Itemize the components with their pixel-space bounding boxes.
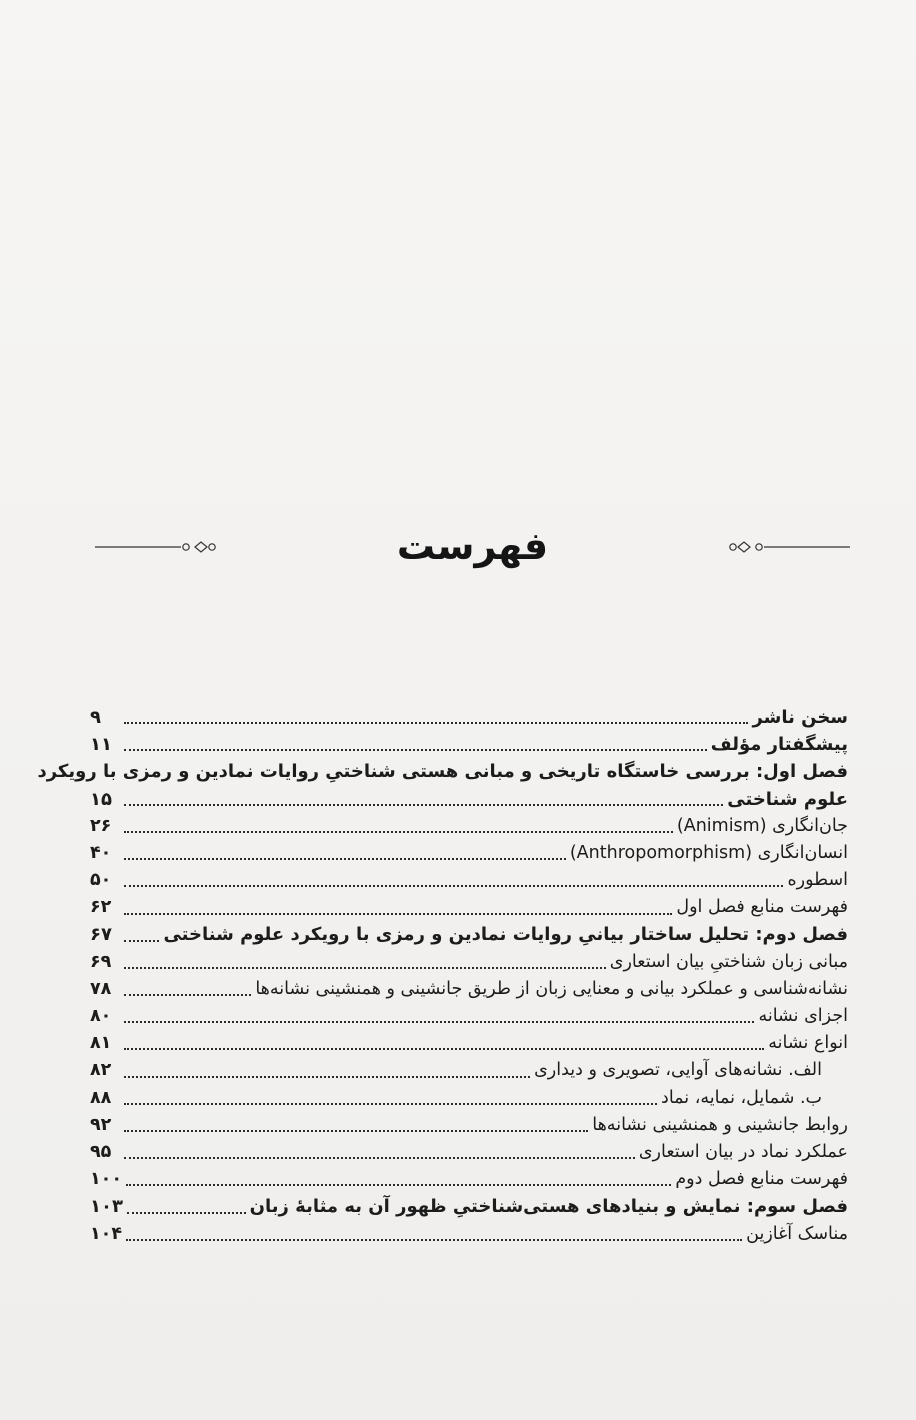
toc-page-number: ۲۶ [90,815,112,836]
toc-entry-title: انواع نشانه [768,1033,848,1054]
toc-entry [90,1193,848,1220]
toc-entry [90,976,848,1003]
dot-leader [126,1221,742,1248]
toc-page-number: ۸۸ [90,1087,112,1108]
toc-entry [90,867,848,894]
toc-page-number: ۱۰۰ [90,1169,123,1190]
toc-entry-title: جان‌انگاری (Animism) [676,815,848,836]
toc-page-number: ۶۹ [90,951,112,972]
dot-leader [124,922,159,949]
toc-entry-title: علوم شناختی [727,788,848,810]
toc-entry-title: انسان‌انگاری (Anthropomorphism) [569,842,848,863]
toc-page-number: ۱۱ [90,734,112,756]
toc-page-number: ۸۱ [90,1033,112,1054]
dot-leader [124,1030,764,1057]
toc-page-number: ۹۵ [90,1141,112,1162]
toc-entry [90,1030,848,1057]
toc-entry [90,1085,848,1112]
dot-leader [124,731,707,758]
toc-entry-title: مبانی زبان شناختیِ بیان استعاری [609,951,848,972]
toc-entry-title: الف. نشانه‌های آوایی، تصویری و دیداری [534,1060,822,1081]
toc-entry-title: فصل سوم: نمایش و بنیادهای هستی‌شناختیِ ظهور آن به مثابهٔ زبان [249,1196,848,1218]
toc-entry [90,949,848,976]
toc-entry [90,731,848,758]
toc-page-number: ۱۰۴ [90,1223,123,1244]
toc-entry-title: اجزای نشانه [758,1006,848,1027]
dot-leader [124,1057,530,1084]
toc-entry-title: مناسک آغازین [746,1223,848,1244]
toc-entry [90,1112,848,1139]
toc-entry-title: فصل دوم: تحلیل ساختار بیانیِ روایات نمادین و رمزی با رویکرد علوم شناختی [163,924,848,946]
dot-leader [124,867,783,894]
toc-page-number: ۸۰ [90,1006,112,1027]
toc-entry [90,1003,848,1030]
dot-leader [124,1003,754,1030]
toc-entry [90,894,848,921]
toc-entry [90,786,848,813]
toc-page-number: ۱۵ [90,788,112,810]
toc-entry-title: عملکرد نماد در بیان استعاری [638,1141,848,1162]
dot-leader [124,1139,635,1166]
toc-entry-title: فصل اول: بررسی خاستگاه تاریخی و مبانی هستی شناختیِ روایات نمادین و رمزی با رویکرد [37,761,848,783]
dot-leader [124,976,251,1003]
toc-entry-title: پیشگفتار مؤلف [710,734,848,756]
toc-entry-title: سخن ناشر [752,706,848,728]
dot-leader [124,813,673,840]
dot-leader [124,949,606,976]
toc-page-number: ۹۲ [90,1114,112,1135]
toc-entry [37,758,848,785]
toc-page-number: ۵۰ [90,870,112,891]
toc-entry-title: اسطوره [787,870,848,891]
toc-entry [90,840,848,867]
toc-page-number: ۶۷ [90,924,112,946]
toc-entry-title: روابط جانشینی و همنشینی نشانه‌ها [592,1114,848,1135]
toc-entry [90,922,848,949]
toc-page-number: ۱۰۳ [90,1196,123,1218]
dot-leader [124,704,748,731]
toc-page-number: ۴۰ [90,842,112,863]
toc-entry-title: نشانه‌شناسی و عملکرد بیانی و معنایی زبان از طریق جانشینی و همنشینی نشانه‌ها [255,978,848,999]
toc-entry [90,1057,848,1084]
toc-entry-title: فهرست منابع فصل اول [676,897,848,918]
toc-page-number: ۸۲ [90,1060,112,1081]
dot-leader [124,894,672,921]
toc-page-number: ۷۸ [90,978,112,999]
toc-entry [90,704,848,731]
dot-leader [126,1166,671,1193]
dot-leader [124,1085,657,1112]
toc-page-number: ۶۲ [90,897,112,918]
toc-entry-title: ب. شمایل، نمایه، نماد [661,1087,822,1108]
toc-entry [90,1139,848,1166]
dot-leader [124,840,566,867]
title-row [95,518,850,574]
toc-entry [90,813,848,840]
toc-entry [90,1221,848,1248]
dot-leader [127,1193,246,1220]
table-of-contents [37,704,848,1248]
right-ornament-icon [720,540,850,554]
toc-entry-title: فهرست منابع فصل دوم [675,1169,848,1190]
toc-entry [90,1166,848,1193]
page-title: فهرست [396,524,549,568]
dot-leader [124,786,723,813]
toc-page-number: ۹ [90,706,101,728]
dot-leader [124,1112,588,1139]
